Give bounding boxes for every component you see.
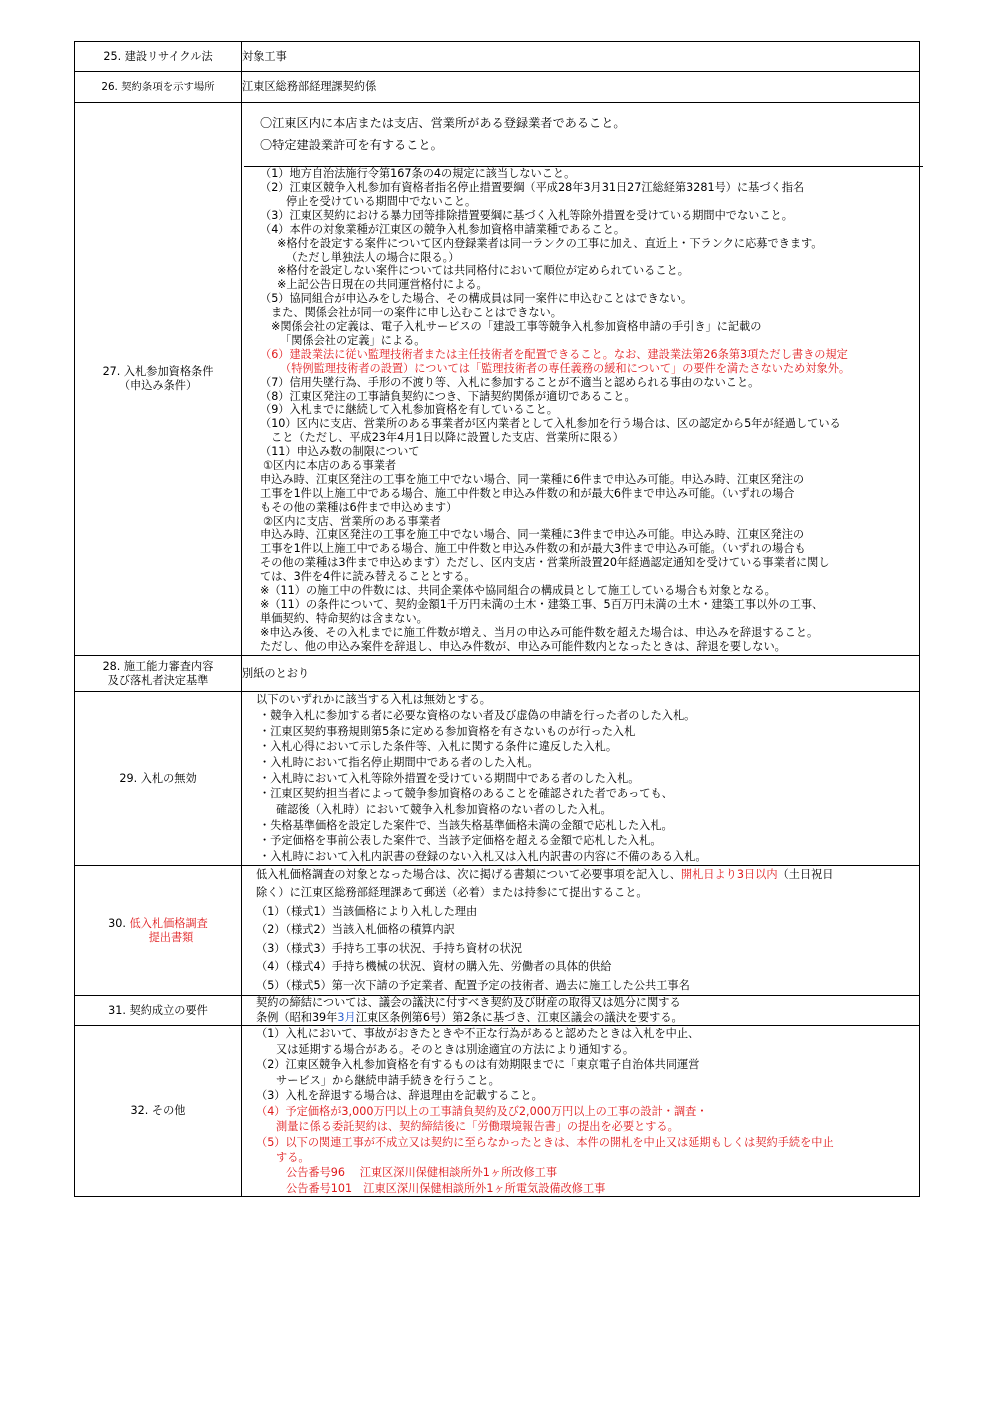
invalid-bid-item: ・失格基準価格を設定した案件で、当該失格基準価格未満の金額で応札した入札。 <box>259 818 673 832</box>
condition-line: （5）協同組合が申込みをした場合、その構成員は同一案件に申込むことはできない。 <box>260 292 693 306</box>
row-27-label-line-2: （申込み条件） <box>118 379 198 393</box>
invalid-bid-item: ・入札時において入札等除外措置を受けている期間中である者のした入札。 <box>259 771 640 785</box>
row-30-label-number: 30. <box>108 916 126 930</box>
condition-line: ※申込み後、その入札までに施工件数が増え、当月の申込み可能件数を超えた場合は、申込みを辞退すること。 <box>260 625 819 639</box>
condition-line: （4）本件の対象業種が江東区の競争入札参加資格申請業種であること。 <box>260 222 626 236</box>
condition-line: ては、3件を4件に読み替えることとする。 <box>260 570 476 584</box>
row-30-label-line-2: 提出書類 <box>148 930 194 944</box>
contract-requirement-line <box>256 1011 919 1026</box>
condition-line-red: （特例監理技術者の設置）については「監理技術者の専任義務の緩和について」の要件を満たさないため対象外。 <box>280 361 851 375</box>
row-31-content <box>242 996 920 1026</box>
condition-line: （2）江東区競争入札参加有資格者指名停止措置要綱（平成28年3月31日27江総経第3281号）に基づく指名 <box>260 181 805 195</box>
document-item: （3）（様式3）手持ち工事の状況、手持ち資材の状況 <box>256 941 522 955</box>
condition-line: 「関係会社の定義」による。 <box>280 333 426 347</box>
other-line: サービス」から継続申請手続きを行うこと。 <box>276 1073 500 1087</box>
row-27-label <box>75 103 242 656</box>
condition-line: （ただし単独法人の場合に限る。） <box>286 250 460 264</box>
condition-line: その他の業種は3件まで申込めます）ただし、区内支店・営業所設置20年経過認定通知を受けている事業者に関し <box>260 556 830 570</box>
condition-line: （1）地方自治法施行令第167条の4の規定に該当しないこと。 <box>260 167 576 181</box>
row-27-top-conditions <box>260 103 919 166</box>
document-item: （4）（様式4）手持ち機械の状況、資材の購入先、労働者の具体的供給 <box>256 960 612 974</box>
invalid-bid-item: ・江東区契約担当者によって競争参加資格のあることを確認された者であっても、 <box>259 787 673 801</box>
invalid-bid-item: ・予定価格を事前公表した案件で、当該予定価格を超える金額で応札した入札。 <box>259 834 662 848</box>
condition-line: 工事を1件以上施工中である場合、施工中件数と申込み件数の和が最大3件まで申込み可能。（いずれの場合も <box>260 542 806 556</box>
row-25 <box>75 42 920 72</box>
row-25-content: 対象工事 <box>242 42 920 72</box>
row-30 <box>75 865 920 995</box>
condition-line: また、関係会社が同一の案件に申し込むことはできない。 <box>271 306 562 320</box>
invalid-bid-item: 確認後（入札時）において競争入札参加資格のない者のした入札。 <box>276 803 612 817</box>
row-31 <box>75 996 920 1026</box>
row-27-content <box>242 103 920 656</box>
row-28-label-line-1: 28. 施工能力審査内容 <box>102 659 214 673</box>
condition-line: 単価契約、特命契約は含まない。 <box>260 611 428 625</box>
row-26-content: 江東区総務部経理課契約係 <box>242 72 920 103</box>
related-project-line: 公告番号101 江東区深川保健相談所外1ヶ所電気設備改修工事 <box>286 1181 606 1195</box>
date-highlight: 3月 <box>337 1010 356 1024</box>
row-32 <box>75 1026 920 1197</box>
row-32-label: 32. その他 <box>75 1026 242 1197</box>
condition-line: （9）入札までに継続して入札参加資格を有していること。 <box>260 403 558 417</box>
low-bid-intro-text: （土日祝日 <box>777 867 834 881</box>
deadline-highlight: 開札日より3日以内 <box>680 867 778 881</box>
condition-line: ※格付を設定しない案件については共同格付において順位が定められていること。 <box>277 264 689 278</box>
other-line: （2）江東区競争入札参加資格を有するものは有効期限までに「東京電子自治体共同運営 <box>256 1058 700 1072</box>
condition-line: ※（11）の条件について、契約金額1千万円未満の土木・建築工事、5百万円未満の土木・建築工事以外の工事、 <box>260 597 824 611</box>
other-line-red: する。 <box>276 1150 310 1164</box>
contract-requirement-text: 条例（昭和39年 <box>256 1010 338 1024</box>
row-32-content <box>242 1026 920 1197</box>
condition-line: ただし、他の申込み案件を辞退し、申込み件数が、申込み可能件数内となったときは、辞退を要しない。 <box>260 639 786 653</box>
condition-line: こと（ただし、平成23年4月1日以降に設置した支店、営業所に限る） <box>271 431 624 445</box>
condition-line: ※関係会社の定義は、電子入札サービスの「建設工事等競争入札参加資格申請の手引き」に記載の <box>271 320 762 334</box>
invalid-bid-item: ・入札時において入札内訳書の登録のない入札又は入札内訳書の内容に不備のある入札。 <box>259 850 707 864</box>
row-29 <box>75 692 920 865</box>
other-line: 又は延期する場合がある。そのときは別途適宜の方法により通知する。 <box>276 1042 635 1056</box>
condition-line: 工事を1件以上施工中である場合、施工中件数と申込み件数の和が最大6件まで申込み可能。（いずれの場合 <box>260 486 795 500</box>
row-28-content: 別紙のとおり <box>242 656 920 692</box>
row-31-label: 31. 契約成立の要件 <box>75 996 242 1026</box>
document-item: （1）（様式1）当該価格により入札した理由 <box>256 904 478 918</box>
invalid-bid-item: ・入札時において指名停止期間中である者のした入札。 <box>259 756 539 770</box>
row-30-label-red: 低入札価格調査 <box>129 916 208 930</box>
row-30-label <box>75 865 242 995</box>
condition-line: （11）申込み数の制限について <box>260 445 420 459</box>
condition-line: ②区内に支店、営業所のある事業者 <box>263 514 441 528</box>
condition-line: （8）江東区発注の工事請負契約につき、下請契約関係が適切であること。 <box>260 389 636 403</box>
other-line: （1）入札において、事故がおきたときや不正な行為があると認めたときは入札を中止、 <box>256 1027 700 1041</box>
contract-requirement-text: 江東区条例第6号）第2条に基づき、江東区議会の議決を要する。 <box>355 1010 683 1024</box>
row-26-label: 26. 契約条項を示す場所 <box>75 72 242 103</box>
row-29-content <box>242 692 920 865</box>
low-bid-intro-line: 除く）に江東区総務部経理課あて郵送（必着）または持参にて提出すること。 <box>256 886 648 900</box>
row-28-label-line-2: 及び落札者決定基準 <box>107 673 209 687</box>
row-27-label-line-1: 27. 入札参加資格条件 <box>102 365 214 379</box>
condition-line: （7）信用失墜行為、手形の不渡り等、入札に参加することが不適当と認められる事由のないこと。 <box>260 375 760 389</box>
invalid-bid-item: ・入札心得において示した条件等、入札に関する条件に違反した入札。 <box>259 740 618 754</box>
row-28-label <box>75 656 242 692</box>
invalid-bid-item: ・競争入札に参加する者に必要な資格のない者及び虚偽の申請を行った者のした入札。 <box>259 709 696 723</box>
contract-requirement-line: 契約の締結については、議会の議決に付すべき契約及び財産の取得又は処分に関する <box>256 996 681 1010</box>
low-bid-intro-text: 低入札価格調査の対象となった場合は、次に掲げる書類について必要事項を記入し、 <box>256 867 681 881</box>
condition-line-red: （6）建設業法に従い監理技術者または主任技術者を配置できること。なお、建設業法第26条第3項ただし書きの規定 <box>260 347 848 361</box>
row-29-label: 29. 入札の無効 <box>75 692 242 865</box>
row-28 <box>75 656 920 692</box>
other-line-red: 測量に係る委託契約は、契約締結後に「労働環境報告書」の提出を必要とする。 <box>276 1120 679 1134</box>
condition-line: 申込み時、江東区発注の工事を施工中でない場合、同一業種に6件まで申込み可能。申込み時、江東区発注の <box>260 472 805 486</box>
low-bid-intro-line <box>256 866 919 884</box>
row-27-top-line: 〇江東区内に本店または支店、営業所がある登録業者であること。 <box>260 116 626 130</box>
condition-line: 停止を受けている期間中でないこと。 <box>286 195 477 209</box>
row-27-top-line: 〇特定建設業許可を有すること。 <box>260 138 443 153</box>
row-30-label-line-1 <box>75 917 241 931</box>
other-line-red: （4）予定価格が3,000万円以上の工事請負契約及び2,000万円以上の工事の設計・調査・ <box>256 1104 708 1118</box>
row-27 <box>75 103 920 656</box>
row-30-content <box>242 865 920 995</box>
condition-line: （3）江東区契約における暴力団等排除措置要綱に基づく入札等除外措置を受けている期間中でないこと。 <box>260 208 793 222</box>
condition-line: （10）区内に支店、営業所のある事業者が区内業者として入札参加を行う場合は、区の認定から5年が経過している <box>260 417 841 431</box>
row-26 <box>75 72 920 103</box>
condition-line: ※（11）の施工中の件数には、共同企業体や協同組合の構成員として施工している場合も対象となる。 <box>260 583 776 597</box>
condition-line: 申込み時、江東区発注の工事を施工中でない場合、同一業種に3件まで申込み可能。申込み時、江東区発注の <box>260 528 805 542</box>
document-item: （5）（様式5）第一次下請の予定業者、配置予定の技術者、過去に施工した公共工事名 <box>256 978 690 992</box>
condition-line: ※格付を設定する案件について区内登録業者は同一ランクの工事に加え、直近上・下ランクに応募できます。 <box>277 236 823 250</box>
row-25-label: 25. 建設リサイクル法 <box>75 42 242 72</box>
condition-line: ①区内に本店のある事業者 <box>263 458 397 472</box>
condition-line: もその他の業種は6件まで申込めます） <box>260 500 458 514</box>
invalid-bid-item: ・江東区契約事務規則第5条に定める参加資格を有さないものが行った入札 <box>259 724 636 738</box>
invalid-bid-intro: 以下のいずれかに該当する入札は無効とする。 <box>256 693 491 707</box>
other-line: （3）入札を辞退する場合は、辞退理由を記載すること。 <box>256 1089 543 1103</box>
bid-conditions-table <box>74 41 920 1197</box>
condition-line: ※上記公告日現在の共同運営格付による。 <box>277 278 488 292</box>
document-item: （2）（様式2）当該入札価格の積算内訳 <box>256 923 455 937</box>
other-line-red: （5）以下の関連工事が不成立又は契約に至らなかったときは、本件の開札を中止又は延期もしくは契約手続を中止 <box>256 1135 834 1149</box>
related-project-line: 公告番号96 江東区深川保健相談所外1ヶ所改修工事 <box>286 1166 558 1180</box>
